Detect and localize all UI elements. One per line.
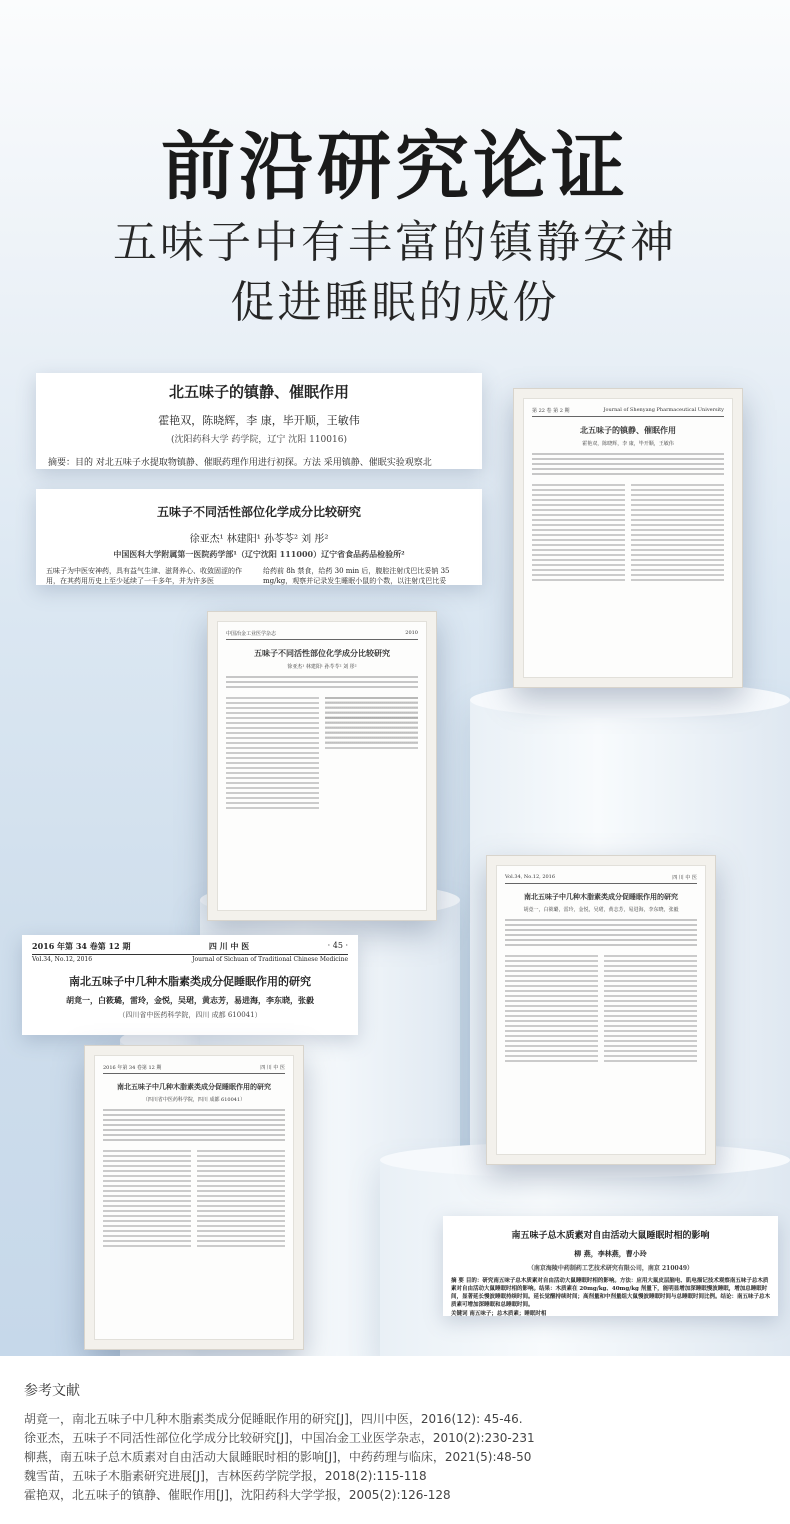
clipping-3-authors: 胡竟一，白筱璐，雷玲，金悦，吴珺，黄志芳，易进海，李东晓，张毅 [66,995,314,1005]
framed-paper-1-authors: 霍艳双，陈晓辉，李 康，毕开顺，王敏伟 [582,441,674,447]
framed-paper-4-affiliation: （四川省中医药科学院，四川 成都 610041） [142,1097,246,1103]
framed-paper-4-title: 南北五味子中几种木脂素类成分促睡眠作用的研究 [117,1082,271,1091]
paper-clipping-3 [22,935,358,1035]
clipping-3-journal-en: Journal of Sichuan of Traditional Chinese Medicine [192,956,348,963]
paper-clipping-1 [36,373,482,469]
references-section [24,1380,774,1505]
framed-paper-1-title: 北五味子的镇静、催眠作用 [580,425,676,435]
clipping-1-authors: 霍艳双，陈晓辉，李 康，毕开顺，王敏伟 [158,414,360,427]
framed-paper-2-title: 五味子不同活性部位化学成分比较研究 [254,648,390,658]
clipping-2-title: 五味子不同活性部位化学成分比较研究 [156,505,361,519]
reference-item: 霍艳双，北五味子的镇静、催眠作用[J]，沈阳药科大学学报，2005(2):126-128 [24,1488,451,1502]
framed-paper-3-title: 南北五味子中几种木脂素类成分促睡眠作用的研究 [524,892,678,901]
clipping-3-journal-cn: 四 川 中 医 [208,941,250,951]
page-title: 前沿研究论证 [161,124,629,210]
reference-item: 柳燕，南五味子总木质素对自由活动大鼠睡眠时相的影响[J]，中药药理与临床，2021(5):48-50 [24,1450,532,1464]
clipping-2-affiliation: 中国医科大学附属第一医院药学部¹（辽宁沈阳 111000）辽宁省食品药品检验所² [113,549,405,559]
framed-paper-northern-schisandra: 第 22 卷 第 2 期 Journal of Shenyang Pharmaceutical University 北五味子的镇静、催眠作用 霍艳双，陈晓辉，李 康，毕开顺，王敏伟 [513,388,743,688]
page-subtitle-line1: 五味子中有丰富的镇静安神 [113,217,677,268]
clipping-3-volume: Vol.34, No.12, 2016 [32,956,93,963]
clipping-3-title: 南北五味子中几种木脂素类成分促睡眠作用的研究 [69,975,311,988]
reference-item: 胡竟一，南北五味子中几种木脂素类成分促睡眠作用的研究[J]，四川中医，2016(12): 45-46. [24,1412,523,1426]
clipping-4-affiliation: （南京海陵中药制药工艺技术研究有限公司，南京 210049） [527,1265,694,1272]
clipping-1-abstract: 摘要：目的 对北五味子水提取物镇静、催眠药理作用进行初探。方法 采用镇静、催眠实验观察北 [48,458,432,468]
clipping-3-affiliation: （四川省中医药科学院，四川 成都 610041） [118,1011,262,1019]
reference-item: 徐亚杰，五味子不同活性部位化学成分比较研究[J]，中国冶金工业医学杂志，2010(2):230-231 [24,1431,535,1445]
clipping-4-title: 南五味子总木质素对自由活动大鼠睡眠时相的影响 [511,1231,710,1241]
clipping-1-affiliation: (沈阳药科大学 药学院，辽宁 沈阳 110016) [171,435,347,445]
reference-item: 魏雪苗，五味子木脂素研究进展[J]，吉林医药学院学报，2018(2):115-118 [24,1469,427,1483]
clipping-4-authors: 柳 燕，李林燕，曹小玲 [574,1249,647,1258]
clipping-2-body-right: 给药前 8h 禁食，给药 30 min 后，腹腔注射戊巴比妥钠 35 mg/kg，观察并记录发生睡眠小鼠的个数，以注射戊巴比妥 [263,567,450,585]
references-heading: 参考文献 [24,1383,80,1399]
clipping-3-page: · 45 · [327,941,348,950]
framed-paper-lignans-bottom: 2016 年第 34 卷第 12 期 四 川 中 医 南北五味子中几种木脂素类成分促睡眠作用的研究 （四川省中医药科学院，四川 成都 610041） [84,1045,304,1350]
clipping-1-title: 北五味子的镇静、催眠作用 [168,383,349,401]
framed-paper-2-authors: 徐亚杰¹ 林建阳¹ 孙苓苓² 刘 彤² [287,664,357,670]
clipping-4-keywords: 关键词 南五味子；总木质素；睡眠时相 [451,1311,547,1316]
framed-paper-active-fractions: 中国冶金工业医学杂志 2010 五味子不同活性部位化学成分比较研究 徐亚杰¹ 林建阳¹ 孙苓苓² 刘 彤² [207,611,437,921]
page-subtitle-line2: 促进睡眠的成份 [230,277,560,328]
clipping-3-issue: 2016 年第 34 卷第 12 期 [32,941,131,951]
paper-clipping-4 [443,1216,778,1316]
clipping-2-body-left: 五味子为中医安神药，具有益气生津、滋肾养心、收敛固涩的作用，在其药用历史上至少延续了一千多年，并为许多医 [46,567,242,585]
clipping-4-abstract: 摘 要 目的：研究南五味子总木质素对自由活动大鼠睡眠时相的影响。方法：应用大鼠皮层脑电、肌电描记技术观察南五味子总木质素对自由活动大鼠睡眠时相的影响。结果：木质素在 20mg/kg、40mg/kg 剂量下，能明显增加深睡眠慢波睡眠，增加总睡眠时间，显著延长慢波睡眠持续时间。延长觉醒持续时间；高剂量和中剂量组大鼠慢波睡眠时间与总睡眠时间比例。结论：南五味子总木质素可增加深睡眠和总睡眠时间。 [451,1278,770,1308]
paper-clipping-2 [36,489,482,585]
framed-paper-3-authors: 胡竟一，白筱璐，雷玲，金悦，吴珺，黄志芳，易进海，李东晓，张毅 [523,907,679,913]
framed-paper-lignans-sichuan: Vol.34, No.12, 2016 四 川 中 医 南北五味子中几种木脂素类成分促睡眠作用的研究 胡竟一，白筱璐，雷玲，金悦，吴珺，黄志芳，易进海，李东晓，张毅 [486,855,716,1165]
clipping-2-authors: 徐亚杰¹ 林建阳¹ 孙苓苓² 刘 彤² [189,534,329,545]
